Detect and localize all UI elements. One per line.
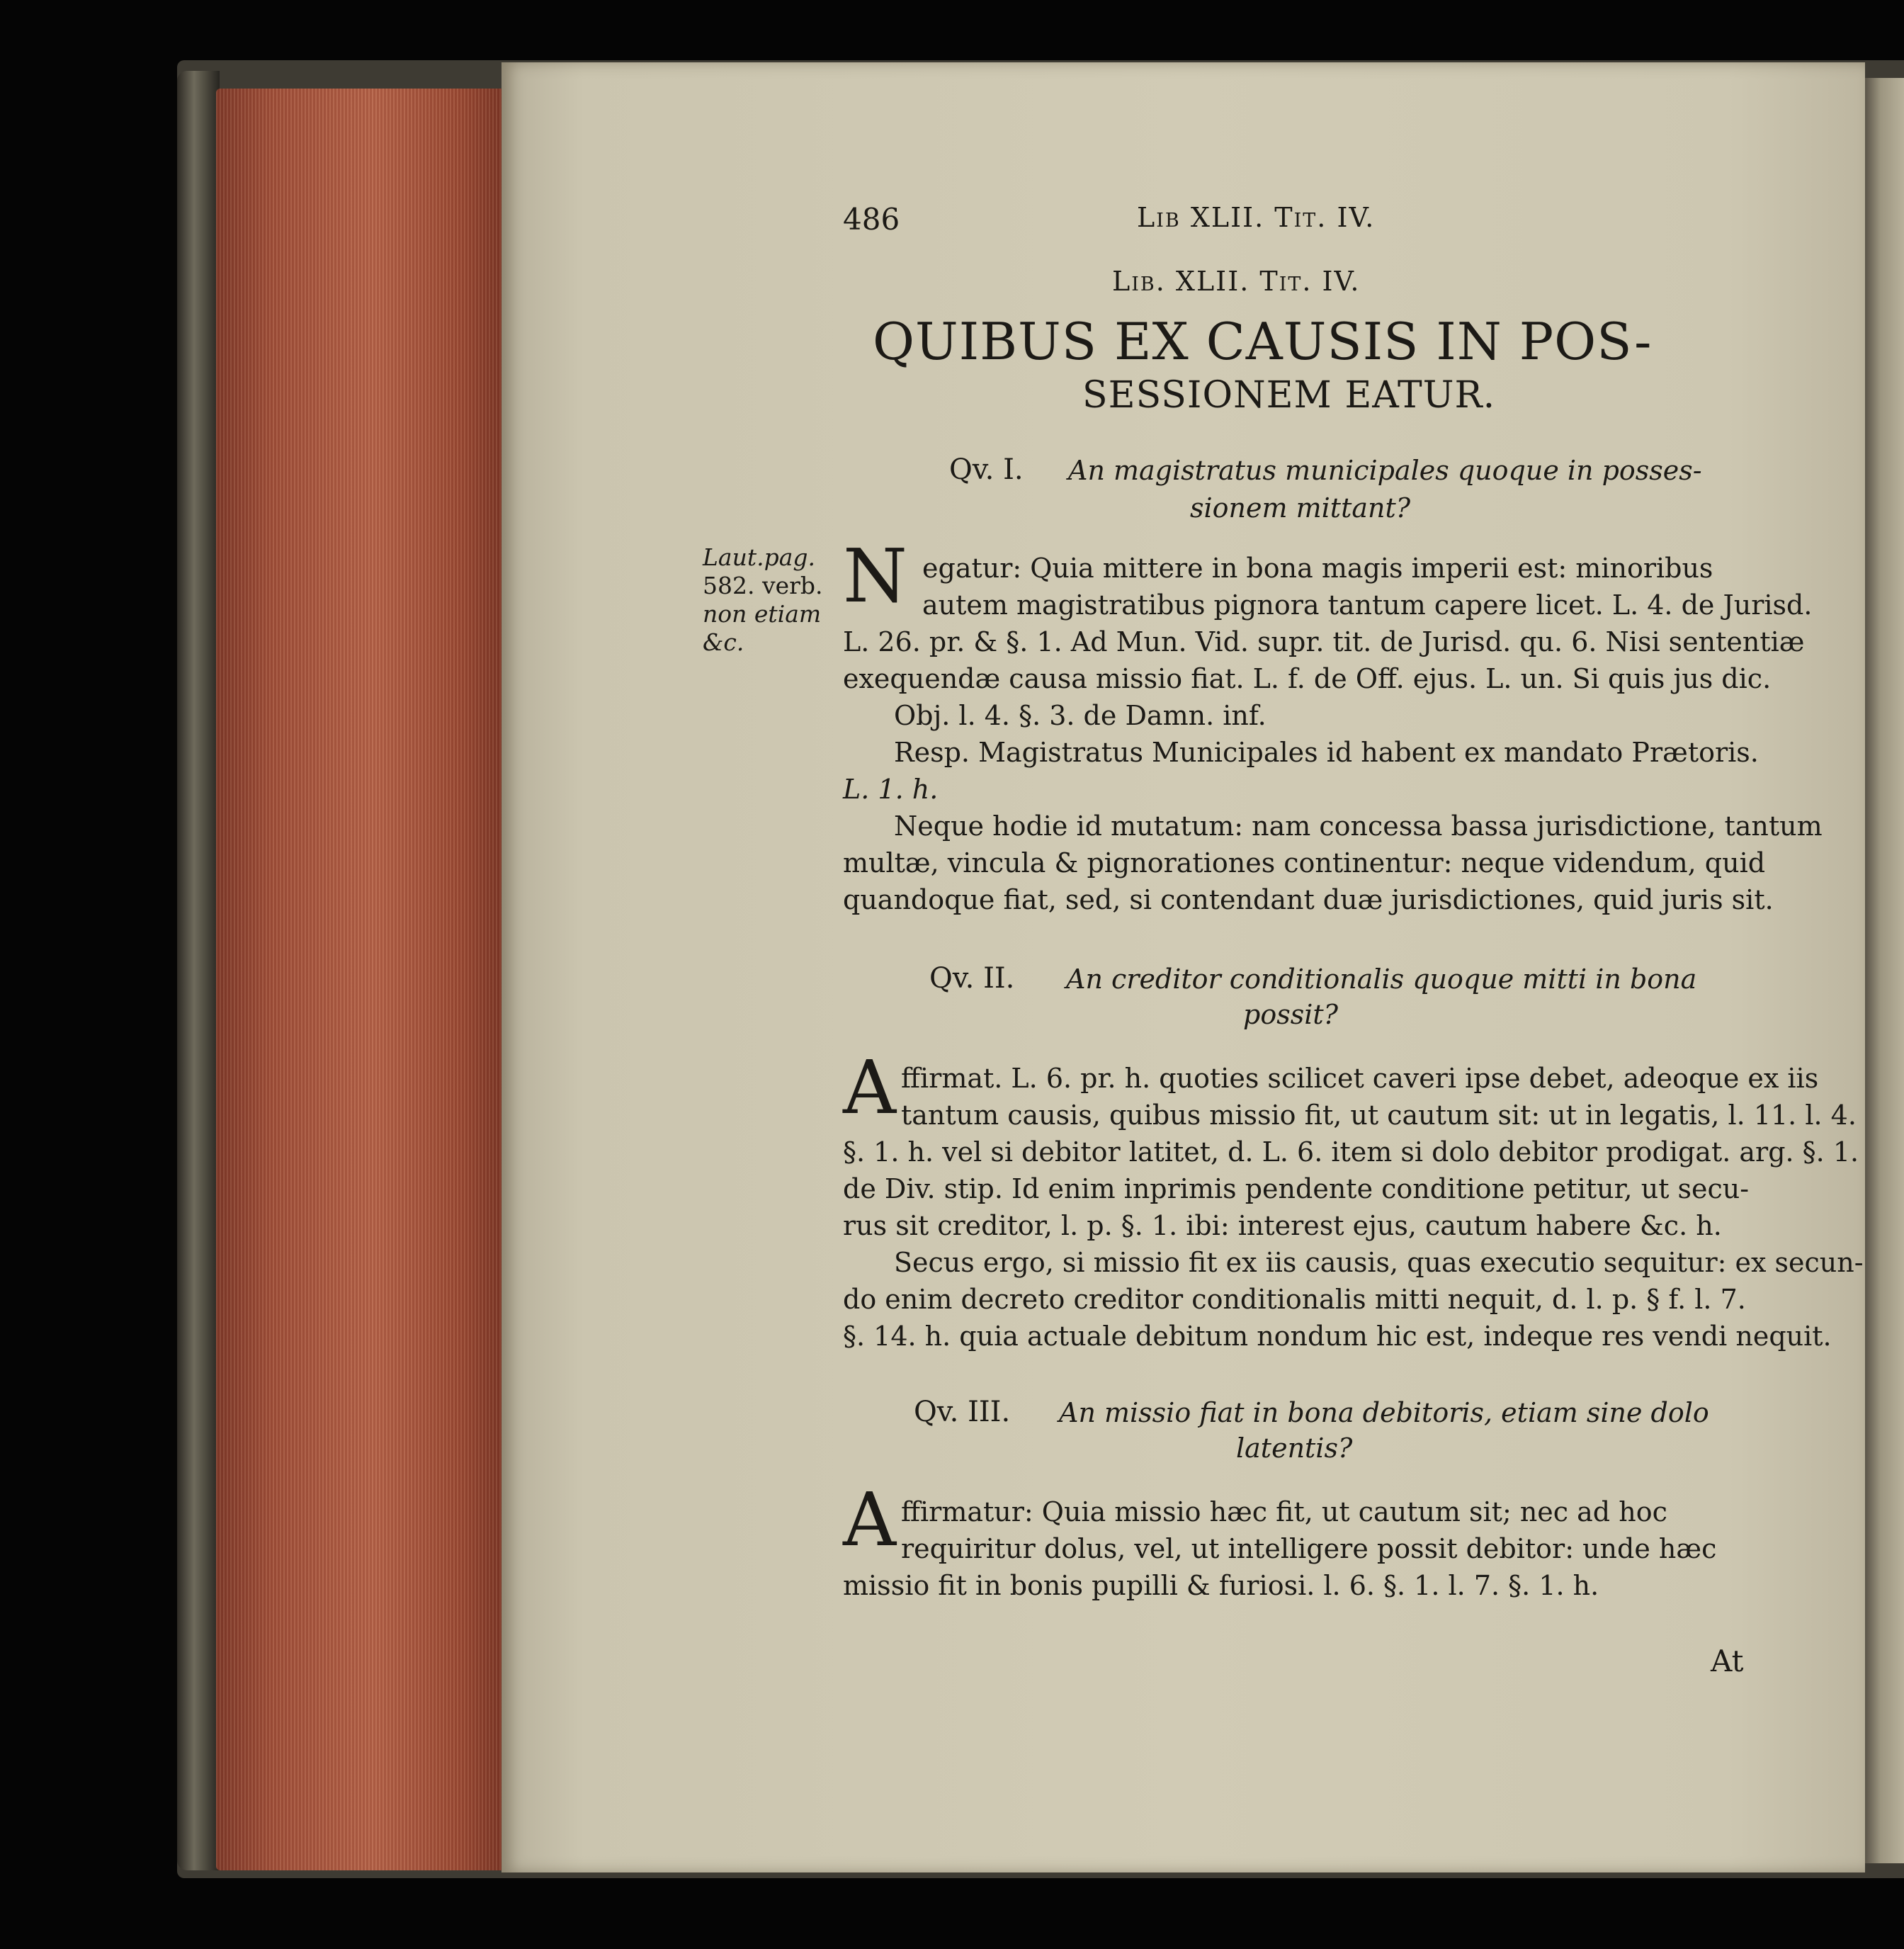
q2-line-4: de Div. stip. Id enim inprimis pendente conditione petitur, ut secu- [843, 1173, 1750, 1204]
question-3-label: Qv. III. [914, 1396, 1011, 1428]
q1-line-2: autem magistratibus pignora tantum capere licet. L. 4. de Jurisd. [922, 589, 1813, 621]
q3-line-2: requiritur dolus, vel, ut intelligere possit debitor: unde hæc [901, 1533, 1717, 1564]
dropcap-a-q2: A [843, 1044, 897, 1131]
title-line-1: QUIBUS EX CAUSIS IN POS- [873, 312, 1653, 371]
catchword: At [1711, 1644, 1744, 1678]
q2-line-7: do enim decreto creditor conditionalis mitti nequit, d. l. p. § f. l. 7. [843, 1284, 1746, 1315]
dropcap-n: N [843, 533, 907, 619]
question-2-text-line-1: An creditor conditionalis quoque mitti in bona [1066, 964, 1697, 995]
q1-line-8: Neque hodie id mutatum: nam concessa bassa jurisdictione, tantum [894, 810, 1823, 842]
question-3-text-line-2: latentis? [1236, 1433, 1353, 1464]
facing-page-edge [1865, 78, 1904, 1863]
q2-line-8: §. 14. h. quia actuale debitum nondum hic est, indeque res vendi nequit. [843, 1321, 1832, 1352]
running-head: Lib XLII. Tit. IV. [1137, 202, 1376, 233]
question-1-text-line-2: sionem mittant? [1190, 492, 1411, 524]
question-2-text-line-2: possit? [1243, 999, 1339, 1030]
title-line-2: SESSIONEM EATUR. [1082, 374, 1496, 417]
margin-note-line-4: &c. [703, 628, 744, 656]
q2-line-3: §. 1. h. vel si debitor latitet, d. L. 6. item si dolo debitor prodigat. arg. §. 1. [843, 1136, 1859, 1168]
q2-line-6: Secus ergo, si missio fit ex iis causis, quas executio sequitur: ex secun- [894, 1247, 1864, 1278]
question-2-label: Qv. II. [929, 962, 1015, 995]
q1-line-9: multæ, vincula & pignorationes continentur: neque videndum, quid [843, 847, 1766, 879]
margin-note-line-1: Laut.pag. [703, 543, 816, 571]
q1-line-1: egatur: Quia mittere in bona magis imperii est: minoribus [922, 553, 1713, 584]
question-1-label: Qv. I. [949, 453, 1024, 486]
dropcap-a-q3: A [843, 1476, 897, 1563]
q3-line-3: missio fit in bonis pupilli & furiosi. l. 6. §. 1. l. 7. §. 1. h. [843, 1570, 1599, 1601]
q2-line-5: rus sit creditor, l. p. §. 1. ibi: interest ejus, cautum habere &c. h. [843, 1210, 1722, 1241]
q1-line-5: Obj. l. 4. §. 3. de Damn. inf. [894, 700, 1266, 731]
q3-line-1: ffirmatur: Quia missio hæc fit, ut cautum sit; nec ad hoc [901, 1496, 1667, 1527]
question-1-text-line-1: An magistratus municipales quoque in posses- [1068, 455, 1702, 486]
q2-line-1: ffirmat. L. 6. pr. h. quoties scilicet caveri ipse debet, adeoque ex iis [901, 1063, 1819, 1094]
page-number: 486 [843, 202, 900, 237]
q2-line-2: tantum causis, quibus missio fit, ut cautum sit: ut in legatis, l. 11. l. 4. [901, 1100, 1857, 1131]
margin-note-line-2: 582. verb. [703, 572, 823, 599]
section-head: Lib. XLII. Tit. IV. [1112, 266, 1361, 297]
q1-line-10: quandoque fiat, sed, si contendant duæ jurisdictiones, quid juris sit. [843, 884, 1774, 915]
q1-line-6: Resp. Magistratus Municipales id habent ex mandato Prætoris. [894, 737, 1759, 768]
q1-line-3: L. 26. pr. & §. 1. Ad Mun. Vid. supr. tit. de Jurisd. qu. 6. Nisi sententiæ [843, 626, 1805, 657]
book-spine [177, 71, 220, 1870]
q1-line-7: L. 1. h. [843, 774, 939, 805]
question-3-text-line-1: An missio fiat in bona debitoris, etiam sine dolo [1059, 1397, 1709, 1428]
page-edges [216, 89, 503, 1870]
margin-note-line-3: non etiam [703, 600, 822, 628]
q1-line-4: exequendæ causa missio fiat. L. f. de Off. ejus. L. un. Si quis jus dic. [843, 663, 1772, 694]
